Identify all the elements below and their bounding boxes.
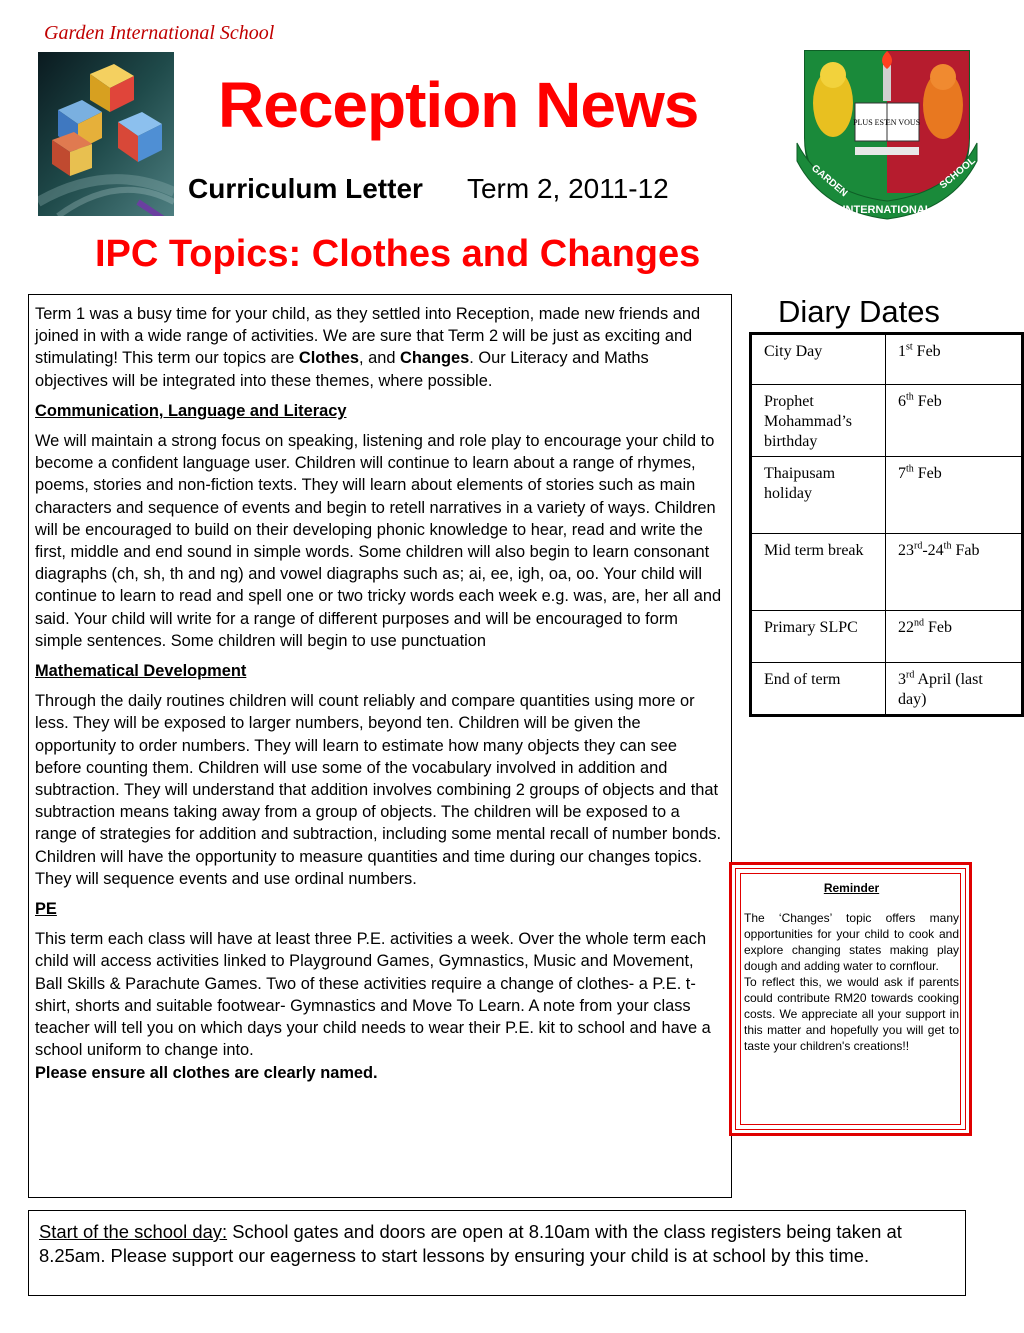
cll-heading: Communication, Language and Literacy [35,401,347,420]
reminder-box [729,862,972,1136]
event-cell: Primary SLPC [751,611,886,663]
main-content-box [28,294,732,1198]
subtitle [188,173,669,205]
crest-book-left: PLUS EST [853,118,889,127]
diary-dates-title: Diary Dates [778,294,940,329]
event-cell: City Day [751,334,886,385]
crest-book-right: EN VOUS [885,118,921,127]
math-heading: Mathematical Development [35,662,247,681]
date-cell: 7th Feb [886,457,1023,534]
reminder-heading: Reminder [823,881,880,895]
school-name: Garden International School [44,22,275,44]
date-cell: 1st Feb [886,334,1023,385]
event-cell: End of term [751,663,886,716]
topics-heading: IPC Topics: Clothes and Changes [95,233,701,275]
start-of-day-label: Start of the school day: [39,1221,228,1242]
table-row [751,334,1023,385]
crest-banner-right: SCHOOL [937,155,978,192]
intro-paragraph: Term 1 was a busy time for your child, as they settled into Reception, made new friends and joined in with a wide range of activities. We are sure that Term 2 will be just as exciting and stimulating! This term our topics are Clothes, and Changes. Our Literacy and Maths objectives will be integrated into these themes, where possible. [35,305,701,390]
table-row [751,385,1023,457]
reminder-paragraph: To reflect this, we would ask if parents could contribute RM20 towards cooking costs. We appreciate all your support in this matter and hopefully you will get to taste your children's creations!! [744,975,959,1053]
event-cell: Prophet Mohammad’s birthday [751,385,886,457]
table-row [751,457,1023,534]
abc-blocks-image [38,52,174,216]
date-cell: 3rd April (last day) [886,663,1023,716]
diary-dates-table [749,332,1024,717]
reminder-paragraph: The ‘Changes’ topic offers many opportunities for your child to cook and explore changing states making play dough and adding water to cornflour. [744,911,959,973]
curriculum-letter-label: Curriculum Letter [188,173,423,204]
table-row [751,663,1023,716]
date-cell: 22nd Feb [886,611,1023,663]
crest-banner-mid: INTERNATIONAL [842,204,932,216]
pe-paragraph: This term each class will have at least three P.E. activities a week. Over the whole term each child will access activities linked to Playground Games, Gymnastics, Music and Movement, Ball Skills & Parachute Games. Two of these activities require a change of clothes- a P.E. t-shirt, shorts and suitable footwear- Gymnastics and Move To Learn. A note from your class teacher will tell you on which days your child needs to wear their P.E. kit to school and have a school uniform to change into. Please ensure all clothes are clearly named. [35,930,711,1082]
start-of-day-text: School gates and doors are open at 8.10am with the class registers being taken at 8.25am. Please support our eagerness to start lessons by ensuring your child is at school by this time. [39,1221,902,1266]
event-cell: Thaipusam holiday [751,457,886,534]
table-row [751,534,1023,611]
event-cell: Mid term break [751,534,886,611]
page-title: Reception News [218,69,699,141]
date-cell: 23rd-24th Fab [886,534,1023,611]
term-label: Term 2, 2011-12 [466,173,669,204]
crest-banner-left: GARDEN [809,162,850,200]
pe-heading: PE [35,900,57,919]
table-row [751,611,1023,663]
cll-paragraph: We will maintain a strong focus on speaking, listening and role play to encourage your child to become a confident language user. Children will continue to learn about a range of rhymes, poems, stories and non-fiction texts. They will learn about elements of stories such as main characters and sequence of events and begin to retell narratives in a variety of ways. Children will be encouraged to build on their developing phonic knowledge to hear, read and write the first, middle and end sound in simple words. Some children will also begin to learn consonant diagraphs (ch, sh, th and ng) and vowel diagraphs such as; ai, ee, igh, oa, oo. Your child will continue to learn to read and spell one or two tricky words each week e.g. was, are, her all and said. Your child will write for a range of different purposes and will be encouraged to form simple sentences. Some children will begin to use punctuation [35,432,722,650]
start-of-day-box [28,1210,966,1296]
date-cell: 6th Feb [886,385,1023,457]
school-crest-image [793,43,981,223]
math-paragraph: Through the daily routines children will count reliably and compare quantities using more or less. They will be exposed to larger numbers, beyond ten. Children will be given the opportunity to order numbers. They will learn to estimate how many objects they can see before counting them. Children will use some of the vocabulary involved in addition and subtraction. They will understand that addition involves combining 2 groups of objects and that subtraction means taking away from a group of objects. The children will be exposed to a range of strategies for addition and subtraction, including some mental recall of number bonds. Children will have the opportunity to measure quantities and time during our changes topics. They will sequence events and use ordinal numbers. [35,692,722,888]
